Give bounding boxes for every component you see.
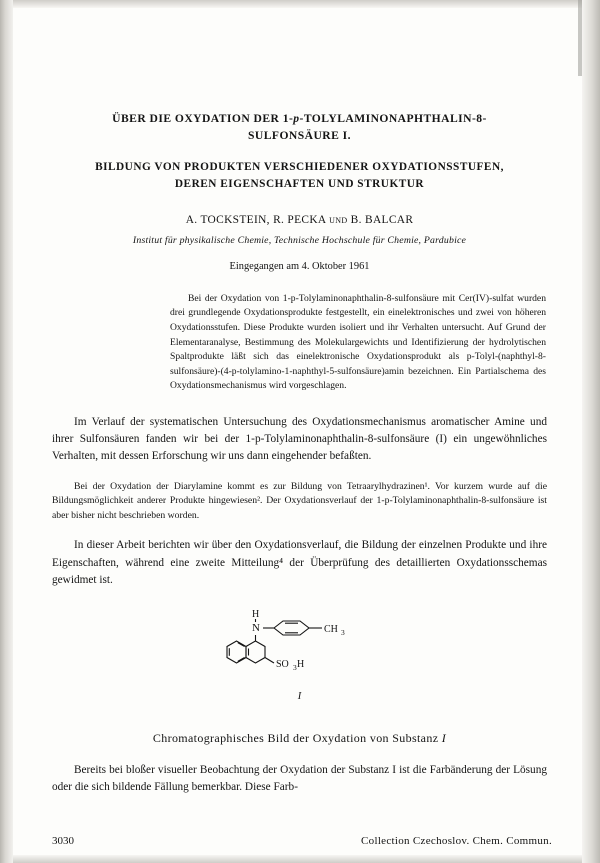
svg-text:3: 3: [293, 663, 297, 673]
page-subtitle: [52, 159, 547, 194]
subtitle-line1: BILDUNG VON PRODUKTEN VERSCHIEDENER OXYDATIONSSTUFEN,: [95, 160, 504, 173]
journal-name: Collection Czechoslov. Chem. Commun.: [361, 835, 552, 847]
structure-diagram-icon: [194, 605, 409, 697]
subtitle-line2: DEREN EIGENSCHAFTEN UND STRUKTUR: [174, 178, 425, 191]
paragraph-block-2: [52, 480, 547, 524]
svg-text:CH: CH: [324, 624, 338, 636]
title-line2: SULFONSÄURE I.: [248, 129, 351, 143]
section-heading-italic: I: [441, 731, 447, 746]
paragraph-1: Im Verlauf der systematischen Untersuchung des Oxydationsmechanismus aromatischer Amine und ihrer Sulfonsäuren fanden wir bei der 1-p-Tolylaminonaphthalin-8-sulfonsäure (I) ein ungewöhnliches Verhalten, mit dessen Erforschung wir uns dann eingehender befaßten.: [52, 415, 547, 463]
affiliation: Institut für physikalische Chemie, Technische Hochschule für Chemie, Pardubice: [132, 234, 467, 246]
svg-text:3: 3: [341, 628, 345, 638]
page-edge-mark: [578, 0, 582, 76]
title-line1-pre: ÜBER DIE OXYDATION DER 1-: [112, 112, 294, 125]
body-text: [52, 414, 547, 589]
title-line1-post: -TOLYLAMINONAPHTHALIN-8-: [299, 112, 487, 125]
svg-text:SO: SO: [276, 659, 289, 671]
author-list: [52, 214, 547, 226]
section-heading: [52, 731, 547, 746]
page-title: [52, 110, 547, 145]
section-heading-text: Chromatographisches Bild der Oxydation von Substanz: [152, 731, 442, 746]
title-line1-italic: p: [293, 112, 300, 125]
svg-text:H: H: [252, 609, 260, 621]
page-edge-bottom: [0, 855, 600, 863]
abstract-text: Bei der Oxydation von 1-p-Tolylaminonaphthalin-8-sulfonsäure mit Cer(IV)-sulfat wurden drei grundlegende Oxydationsprodukte festgestellt, ein einelektronisches und zwei von höheren Oxydationsstufen. Diese Produkte wurden isoliert und ihr Verhalten untersucht. Auf Grund der Elementaranalyse, Bestimmung des Molekulargewichts und Identifizierung der hydrolytischen Spaltprodukte läßt sich das einelektronische Oxydationsprodukt als p-Tolyl-(naphthyl-8-sulfonsäure)-(4-p-tolylamino-1-naphthyl-5-sulfonsäure)amin bezeichnen. Ein Partialschema des Oxydationsmechanismus wird vorgeschlagen.: [170, 292, 546, 392]
chemical-structure-figure: [52, 605, 547, 709]
svg-text:H: H: [297, 659, 305, 671]
paragraph-block-3: [52, 537, 547, 589]
page-edge-right: [582, 0, 600, 863]
paragraph-block-1: [52, 414, 547, 466]
paragraph-3: In dieser Arbeit berichten wir über den Oxydationsverlauf, die Bildung der einzelnen Produkte und ihre Eigenschaften, während eine zweite Mitteilung⁴ der Überprüfung des detaillierten Oxydationsschemas gewidmet ist.: [52, 539, 547, 586]
page-edge-left: [0, 0, 13, 863]
abstract: [170, 292, 546, 394]
paragraph-4: Bereits bei bloßer visueller Beobachtung der Oxydation der Substanz I ist die Farbänderung der Lösung oder die sich bildende Fällung bemerkbar. Diese Farb-: [52, 764, 547, 794]
figure-label: I: [297, 691, 302, 703]
body-text-bottom: [52, 762, 547, 797]
paragraph-2: Bei der Oxydation der Diarylamine kommt es zur Bildung von Tetraarylhydrazinen¹. Vor kurzem wurde auf die Bildungsmöglichkeit anderer Produkte hingewiesen². Der Oxydationsverlauf der 1-p-Tolylaminonaphthalin-8-sulfonsäure ist aber bisher nicht beschrieben worden.: [52, 480, 547, 521]
authors-text: A. TOCKSTEIN, R. PECKA und B. BALCAR: [185, 213, 414, 226]
page-number: 3030: [52, 835, 74, 847]
page-content: [52, 110, 547, 797]
page-edge-top: [0, 0, 600, 8]
received-date: Eingegangen am 4. Oktober 1961: [229, 260, 370, 272]
svg-text:N: N: [252, 622, 260, 635]
